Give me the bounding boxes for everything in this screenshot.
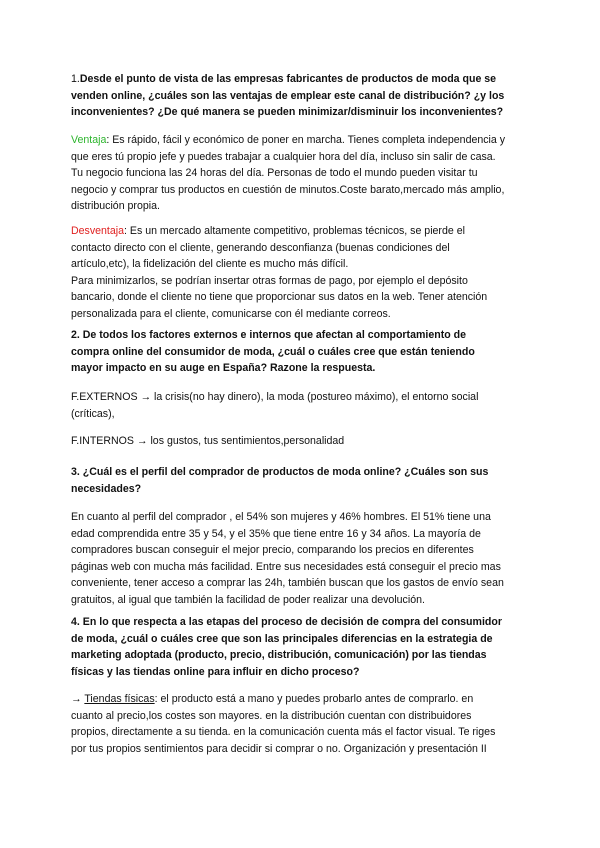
answer-3-line-4: páginas web con mucha más facilidad. Entre sus necesidades está conseguir el precio mas xyxy=(71,560,501,573)
question-2-line-3: mayor impacto en su auge en España? Razone la respuesta. xyxy=(71,362,376,375)
desventaja-line-1: Desventaja: Es un mercado altamente competitivo, problemas técnicos, se pierde el xyxy=(71,225,465,237)
internos-line-1: F.INTERNOS → los gustos, tus sentimientos,personalidad xyxy=(71,435,345,447)
ventaja-label: Ventaja xyxy=(71,134,107,146)
question-4-line-1: 4. En lo que respecta a las etapas del proceso de decisión de compra del consumidor xyxy=(71,616,502,628)
answer-4-line-4: por tus propios sentimientos para decidir si comprar o no. Organización y presentación II xyxy=(71,742,487,755)
question-1-line-3: inconvenientes? ¿De qué manera se pueden minimizar/disminuir los inconvenientes? xyxy=(71,106,504,119)
question-3-line-1: 3. ¿Cuál es el perfil del comprador de productos de moda online? ¿Cuáles son sus xyxy=(71,466,489,478)
desventaja-line-3: artículo,etc), la fidelización del cliente es mucho más difícil. xyxy=(71,258,349,271)
ventaja-line-3: Tu negocio funciona las 24 horas del día. Personas de todo el mundo pueden visitar tu xyxy=(71,167,478,180)
answer-3 xyxy=(71,509,533,609)
question-4-line-2: de moda, ¿cuál o cuáles cree que son las principales diferencias en la estrategia de xyxy=(71,632,493,645)
ventaja-line-2: que eres tú propio jefe y puedes trabajar a cualquier hora del día, incluso sin salir de casa. xyxy=(71,150,496,163)
question-4-line-4: físicas y las tiendas online para influir en dicho proceso? xyxy=(71,665,360,678)
question-3-line-2: necesidades? xyxy=(71,482,142,495)
ventaja-line-5: distribución propia. xyxy=(71,200,160,213)
desventaja-line-6: personalizada para el cliente, comunicarse con él mediante correos. xyxy=(71,307,391,320)
answer-4-line-3: propios, directamente a su tienda. en la comunicación cuenta más el factor visual. Te riges xyxy=(71,726,496,739)
question-3 xyxy=(71,464,533,497)
answer-3-line-2: edad comprendida entre 35 y 54, y el 35% que tiene entre 16 y 34 años. La mayoría de xyxy=(71,527,481,540)
arrow-glyph: → xyxy=(71,693,85,705)
question-1 xyxy=(71,71,533,121)
answer-3-line-3: compradores buscan conseguir el mejor precio, comparando los precios en diferentes xyxy=(71,544,474,557)
desventaja-line-5: bancario, donde el cliente no tiene que proporcionar sus datos en la web. Tener atención xyxy=(71,291,488,304)
desventaja-line-2: contacto directo con el cliente, generando desconfianza (buenas condiciones del xyxy=(71,241,450,254)
ventaja-paragraph xyxy=(71,132,533,215)
desventaja-label: Desventaja xyxy=(71,225,124,237)
question-4 xyxy=(71,614,533,680)
question-2-line-2: compra online del consumidor de moda, ¿cuál o cuáles cree que están teniendo xyxy=(71,345,475,358)
desventaja-line-4: Para minimizarlos, se podrían insertar otras formas de pago, por ejemplo el depósito xyxy=(71,274,468,287)
question-1-line-1: 1.Desde el punto de vista de las empresas fabricantes de productos de moda que se xyxy=(71,73,497,85)
question-2-line-1: 2. De todos los factores externos e internos que afectan al comportamiento de xyxy=(71,329,467,341)
question-2 xyxy=(71,327,533,377)
answer-3-line-1: En cuanto al perfil del comprador , el 54% son mujeres y 46% hombres. El 51% tiene una xyxy=(71,511,491,523)
question-1-line-2: venden online, ¿cuáles son las ventajas de emplear este canal de distribución? ¿y los xyxy=(71,89,505,102)
externos-line-1: F.EXTERNOS → la crisis(no hay dinero), la moda (postureo máximo), el entorno social xyxy=(71,391,479,403)
ventaja-line-4: negocio y comprar tus productos en cuestión de minutos.Coste barato,mercado más amplio, xyxy=(71,183,505,196)
answer-4 xyxy=(71,691,533,757)
ventaja-line-1: Ventaja: Es rápido, fácil y económico de poner en marcha. Tienes completa independencia y xyxy=(71,134,506,146)
factores-internos xyxy=(71,433,533,450)
question-4-line-3: marketing adoptada (producto, precio, distribución, comunicación) por las tiendas xyxy=(71,649,487,662)
desventaja-paragraph xyxy=(71,223,533,323)
externos-line-2: (críticas), xyxy=(71,407,115,420)
factores-externos xyxy=(71,389,533,422)
answer-4-line-1: → Tiendas físicas: el producto está a mano y puedes probarlo antes de comprarlo. en xyxy=(71,693,474,705)
tiendas-fisicas-label: Tiendas físicas xyxy=(84,693,155,705)
answer-4-line-2: cuanto al precio,los costes son mayores. en la distribución cuentan con distribuidores xyxy=(71,709,472,722)
answer-3-line-5: conveniente, tener acceso a comprar las 24h, también buscan que los gastos de envío sean xyxy=(71,577,504,590)
answer-3-line-6: gratuitos, al igual que también la facilidad de poder realizar una devolución. xyxy=(71,593,425,606)
